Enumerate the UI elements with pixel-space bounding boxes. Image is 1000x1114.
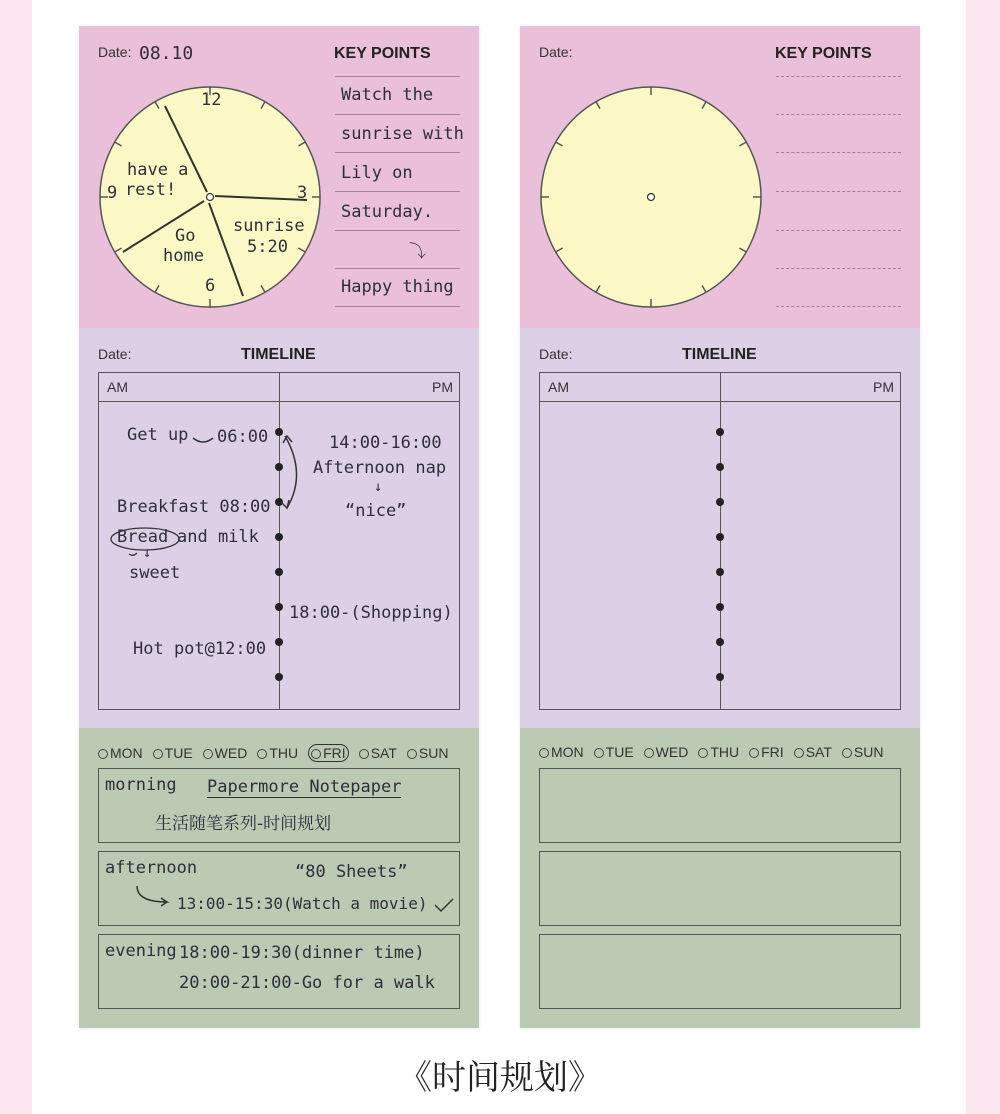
timeline-date-label: Date: (98, 346, 132, 362)
daily-plan-section (79, 728, 479, 1028)
box-note: 20:00-21:00-Go for a walk (179, 973, 435, 993)
checkmark-icon (433, 896, 455, 914)
key-point-rule (776, 114, 901, 115)
timeline-note: Afternoon nap (313, 458, 447, 478)
key-point-rule (335, 191, 460, 192)
timeline-grid (98, 372, 460, 710)
evening-box (98, 934, 460, 1009)
day-thu[interactable]: THU (257, 745, 298, 761)
day-wed[interactable]: WED (203, 745, 248, 761)
timeline-note: Hot pot@12:00 (133, 639, 267, 659)
timeline-note: sweet (129, 563, 181, 583)
timeline-dot (716, 463, 724, 471)
timeline-title: TIMELINE (682, 346, 757, 363)
timeline-title: TIMELINE (241, 346, 316, 363)
curved-arrow-icon (135, 884, 175, 910)
key-point-line: Lily on (341, 163, 413, 183)
timeline-note: 14:00-16:00 (329, 433, 442, 453)
clock-illustration (538, 84, 766, 312)
morning-box (539, 768, 901, 843)
curved-arrow-icon: ⤵ (409, 242, 426, 262)
box-note: afternoon (105, 858, 198, 878)
day-tue[interactable]: TUE (153, 745, 193, 761)
clock-number-12: 12 (201, 90, 222, 110)
timeline-dot (716, 428, 724, 436)
key-points-title: KEY POINTS (775, 45, 872, 62)
key-point-rule (776, 76, 901, 77)
timeline-date-label: Date: (539, 346, 573, 362)
day-mon[interactable]: MON (539, 744, 584, 760)
key-points-title: KEY POINTS (334, 45, 431, 62)
clock-note-have-a: have a (127, 160, 189, 180)
clock-note-sunrise: sunrise (233, 216, 305, 236)
day-fri[interactable]: FRI (749, 744, 784, 760)
timeline-note: Get up (127, 425, 189, 445)
timeline-note: 06:00 (217, 427, 269, 447)
key-point-rule (776, 306, 901, 307)
timeline-dot (716, 498, 724, 506)
clock-number-9: 9 (107, 183, 118, 203)
timeline-grid (539, 372, 901, 710)
clock-note-rest: rest! (125, 180, 177, 200)
date-value: 08.10 (139, 43, 194, 64)
key-point-rule (776, 191, 901, 192)
pm-label: PM (873, 379, 894, 395)
box-note: “80 Sheets” (295, 862, 408, 882)
day-sun[interactable]: SUN (407, 745, 449, 761)
page-title: 《时间规划》 (398, 1058, 602, 1098)
timeline-note: and milk (177, 527, 259, 547)
key-point-rule (335, 76, 460, 77)
afternoon-box (98, 851, 460, 926)
key-point-rule (776, 152, 901, 153)
clock-note-home: home (163, 246, 204, 266)
timeline-axis (720, 373, 721, 709)
weekday-selector (539, 744, 893, 760)
box-note: 13:00-15:30(Watch a movie) (177, 894, 428, 913)
evening-box (539, 934, 901, 1009)
clock-number-6: 6 (205, 276, 216, 296)
clock-note-time: 5:20 (247, 237, 288, 257)
day-thu[interactable]: THU (698, 744, 739, 760)
key-points-section (520, 26, 920, 328)
timeline-note: Breakfast 08:00 (117, 497, 271, 517)
timeline-note: 18:00-(Shopping) (289, 603, 453, 623)
day-sat[interactable]: SAT (794, 744, 832, 760)
day-fri[interactable]: FRI (308, 744, 349, 762)
down-arrow-icon: ↓ (374, 479, 383, 495)
timeline-dot (716, 603, 724, 611)
box-note: 生活随笔系列-时间规划 (155, 814, 332, 834)
key-point-line: Saturday. (341, 202, 434, 222)
timeline-dot (716, 533, 724, 541)
daily-plan-section (520, 728, 920, 1028)
key-point-rule (335, 152, 460, 153)
notepad-blank (520, 26, 920, 1028)
timeline-section (79, 328, 479, 728)
box-note: morning (105, 775, 177, 795)
key-point-rule (335, 306, 460, 307)
box-note: evening (105, 941, 177, 961)
date-label: Date: (539, 44, 573, 60)
key-points-section (79, 26, 479, 328)
key-point-line: Happy thing (341, 277, 454, 297)
pm-label: PM (432, 379, 453, 395)
timeline-note: “nice” (345, 501, 407, 521)
clock-number-3: 3 (297, 183, 308, 203)
weekday-selector (98, 744, 458, 762)
box-note: 18:00-19:30(dinner time) (179, 943, 425, 963)
day-sun[interactable]: SUN (842, 744, 884, 760)
key-point-rule (335, 114, 460, 115)
morning-box (98, 768, 460, 843)
key-point-rule (776, 230, 901, 231)
down-arrow-icon: ↓ (143, 545, 152, 561)
key-point-rule (335, 268, 460, 269)
afternoon-box (539, 851, 901, 926)
day-mon[interactable]: MON (98, 745, 143, 761)
timeline-section (520, 328, 920, 728)
date-label: Date: (98, 44, 132, 60)
key-point-rule (335, 230, 460, 231)
box-note: Papermore Notepaper (207, 777, 402, 797)
timeline-dot (716, 673, 724, 681)
timeline-note: Bread (117, 527, 169, 547)
key-point-rule (776, 268, 901, 269)
timeline-dot (716, 638, 724, 646)
am-label: AM (548, 379, 569, 395)
key-point-line: Watch the (341, 85, 434, 105)
am-label: AM (107, 379, 128, 395)
day-tue[interactable]: TUE (594, 744, 634, 760)
timeline-dot (716, 568, 724, 576)
notepad-filled (79, 26, 479, 1028)
clock-note-go: Go (175, 226, 196, 246)
day-wed[interactable]: WED (644, 744, 689, 760)
key-point-line: sunrise with (341, 124, 464, 144)
day-sat[interactable]: SAT (359, 745, 397, 761)
